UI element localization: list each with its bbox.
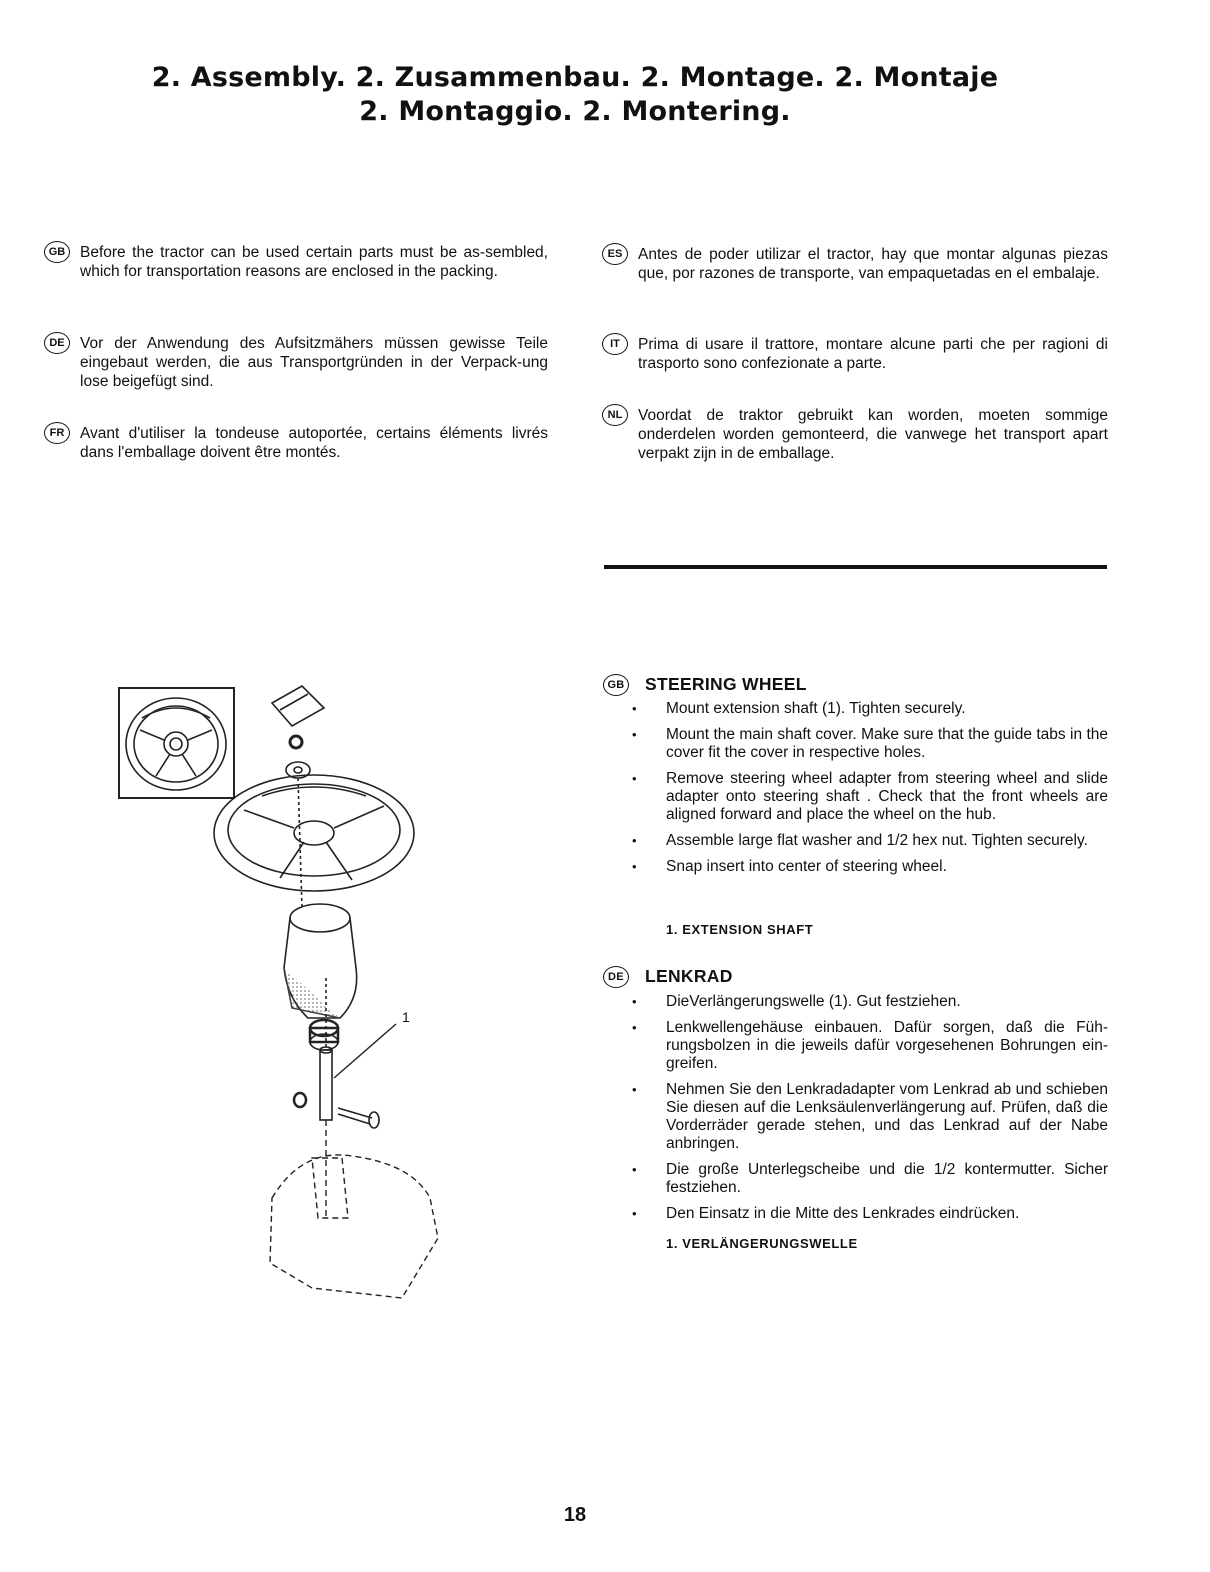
center-insert: [272, 686, 324, 726]
section-divider: [604, 565, 1107, 569]
list-item: • Mount extension shaft (1). Tighten securely.: [628, 700, 1108, 718]
list-item: • Assemble large flat washer and 1/2 hex nut. Tighten securely.: [628, 832, 1108, 850]
wheel-adapter: [310, 1020, 338, 1050]
list-item: • Nehmen Sie den Lenkradadapter vom Lenkrad ab und schieben Sie diesen auf die Lenksäulenverlängerung auf. Prüfen, daß die Vorderräder gerade stehen, und das Lenkrad auf der Nabe anbringen.: [628, 1081, 1108, 1153]
list-item: • Die große Unterlegscheibe und die 1/2 kontermutter. Sicher festziehen.: [628, 1161, 1108, 1197]
section-heading-gb: [603, 674, 807, 696]
caption-verlaengerungswelle: 1. VERLÄNGERUNGSWELLE: [666, 1236, 858, 1251]
steering-gb-instructions: [628, 700, 1108, 884]
list-item: • Mount the main shaft cover. Make sure that the guide tabs in the cover fit the cover in respective holes.: [628, 726, 1108, 762]
intro-text-gb: Before the tractor can be used certain parts must be as-sembled, which for transportation reasons are enclosed in the packing.: [80, 244, 548, 280]
intro-text-fr: Avant d'utiliser la tondeuse autoportée, certains éléments livrés dans l'emballage doivent être montés.: [80, 425, 548, 461]
page-title-line-2: 2. Montaggio. 2. Montering.: [359, 96, 791, 127]
list-item: • Lenkwellengehäuse einbauen. Dafür sorgen, daß die Füh-rungsbolzen in die jeweils dafür vorgesehenen Bohrungen ein- greifen.: [628, 1019, 1108, 1073]
lock-nut: [294, 1093, 306, 1107]
language-badge-fr: FR: [44, 422, 70, 444]
steering-wheel: [214, 775, 414, 891]
callout-number-1: 1: [402, 1009, 410, 1025]
hex-nut: [290, 736, 302, 748]
intro-text-de: Vor der Anwendung des Aufsitzmähers müssen gewisse Teile eingebaut werden, die aus Transportgründen in der Verpack-ung lose beigefügt sind.: [80, 335, 548, 390]
language-badge-de-section: DE: [603, 966, 629, 988]
bolt: [338, 1108, 379, 1128]
section-title-steering-wheel: STEERING WHEEL: [645, 674, 807, 694]
language-badge-it: IT: [602, 333, 628, 355]
language-badge-nl: NL: [602, 404, 628, 426]
intro-text-nl: Voordat de traktor gebruikt kan worden, moeten sommige onderdelen worden gemonteerd, die vanwege het transport apart verpakt zijn in de emballage.: [638, 407, 1108, 462]
list-item: • Den Einsatz in die Mitte des Lenkrades eindrücken.: [628, 1205, 1108, 1223]
language-badge-es: ES: [602, 243, 628, 265]
intro-paragraph-it: [604, 335, 1108, 373]
caption-extension-shaft: 1. EXTENSION SHAFT: [666, 922, 814, 937]
shaft-cover: [284, 904, 357, 1018]
intro-paragraph-fr: [46, 424, 548, 462]
intro-text-it: Prima di usare il trattore, montare alcune parti che per ragioni di trasporto sono confezionate a parte.: [638, 336, 1108, 372]
intro-paragraph-nl: [604, 406, 1108, 463]
language-badge-de: DE: [44, 332, 70, 354]
list-item: • Remove steering wheel adapter from steering wheel and slide adapter onto steering shaft . Check that the front wheels are aligned forward and place the wheel on the hub.: [628, 770, 1108, 824]
steering-housing-outline: [270, 1120, 438, 1298]
list-item: • Snap insert into center of steering wheel.: [628, 858, 1108, 876]
intro-paragraph-gb: [46, 243, 548, 281]
intro-paragraph-es: [604, 245, 1108, 283]
list-item: • DieVerlängerungswelle (1). Gut festziehen.: [628, 993, 1108, 1011]
callout-leader-line: [334, 1024, 396, 1078]
page-number: 18: [563, 1504, 587, 1526]
language-badge-gb-section: GB: [603, 674, 629, 696]
inset-steering-wheel: [126, 698, 226, 790]
page-title-line-1: 2. Assembly. 2. Zusammenbau. 2. Montage. 2. Montaje: [151, 62, 999, 93]
steering-de-instructions: [628, 993, 1108, 1231]
section-title-lenkrad: LENKRAD: [645, 966, 733, 986]
intro-paragraph-de: [46, 334, 548, 391]
intro-text-es: Antes de poder utilizar el tractor, hay que montar algunas piezas que, por razones de transporte, van empaquetadas en el embalaje.: [638, 246, 1108, 282]
language-badge-gb: GB: [44, 241, 70, 263]
section-heading-de: [603, 966, 733, 988]
steering-assembly-diagram: [112, 678, 472, 1328]
